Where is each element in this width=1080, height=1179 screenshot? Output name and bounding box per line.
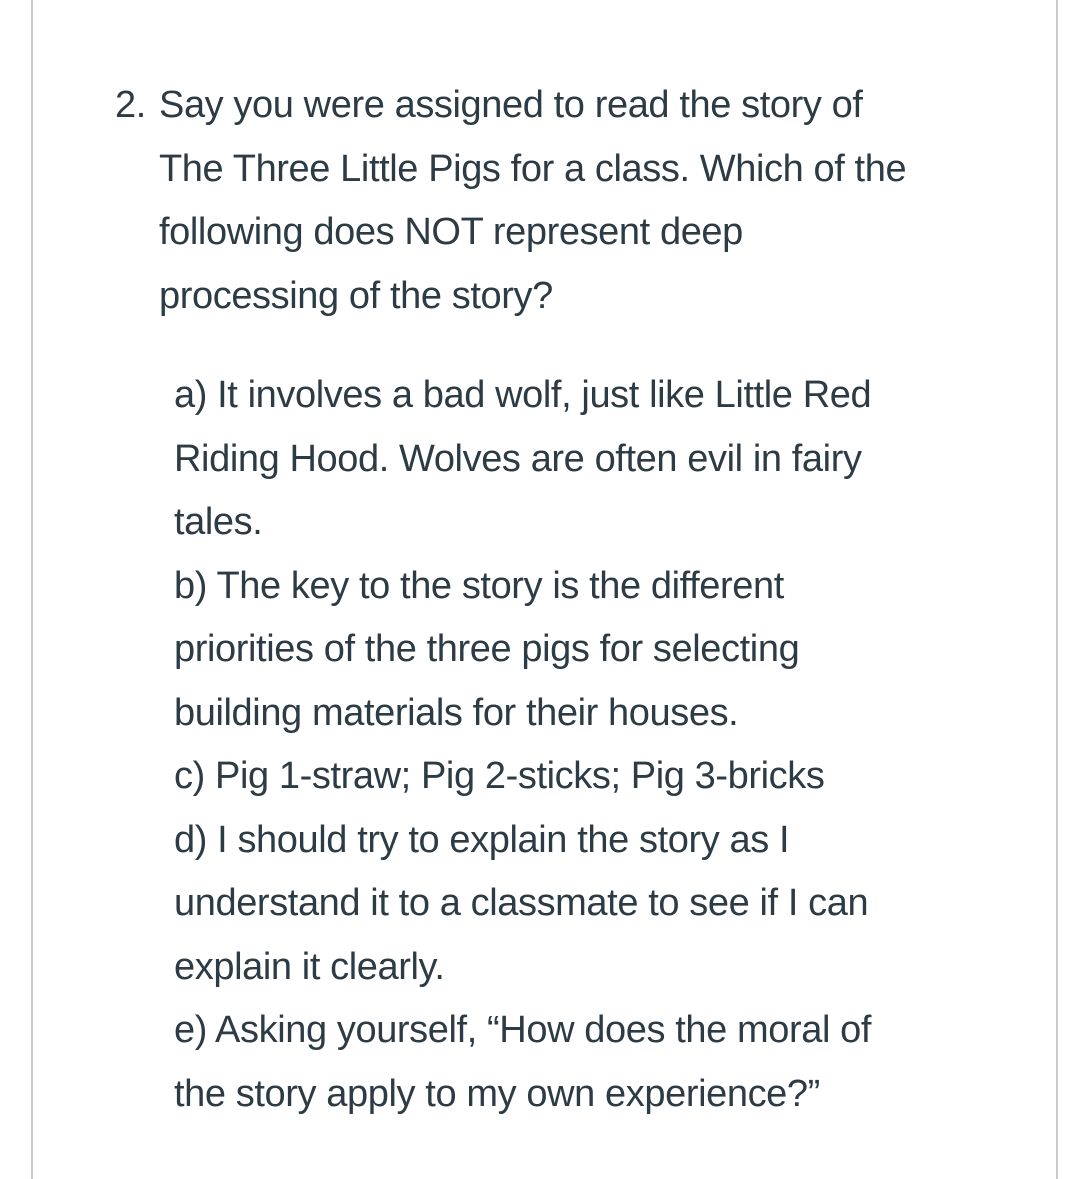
- answer-options-list: [174, 364, 1015, 1126]
- question-block: [115, 74, 1015, 1126]
- option-a-line: Riding Hood. Wolves are often evil in fairy: [174, 437, 862, 480]
- question-line: Say you were assigned to read the story of: [159, 84, 863, 126]
- option-b-line: priorities of the three pigs for selecting: [174, 628, 800, 670]
- content-left-border: [31, 0, 33, 1179]
- content-right-border: [1056, 0, 1058, 1179]
- option-e-line: e) Asking yourself, “How does the moral of: [174, 1009, 872, 1051]
- option-d-line: d) I should try to explain the story as I: [174, 818, 790, 861]
- option-d-line: understand it to a classmate to see if I can: [174, 882, 869, 924]
- question-row: [115, 74, 1015, 328]
- option-a-line: tales.: [174, 501, 263, 543]
- option-b-line: building materials for their houses.: [174, 691, 739, 734]
- option-c-line: c) Pig 1-straw; Pig 2-sticks; Pig 3-bricks: [174, 755, 825, 797]
- option-a-line: a) It involves a bad wolf, just like Little Red: [174, 374, 872, 416]
- option-e-line: the story apply to my own experience?”: [174, 1072, 820, 1115]
- option-b-line: b) The key to the story is the different: [174, 564, 784, 607]
- question-line: following does NOT represent deep: [159, 211, 743, 253]
- question-line: The Three Little Pigs for a class. Which of the: [159, 147, 907, 190]
- question-text: [159, 74, 906, 328]
- question-line: processing of the story?: [159, 274, 553, 317]
- option-d-line: explain it clearly.: [174, 945, 445, 988]
- question-number: 2.: [115, 84, 146, 126]
